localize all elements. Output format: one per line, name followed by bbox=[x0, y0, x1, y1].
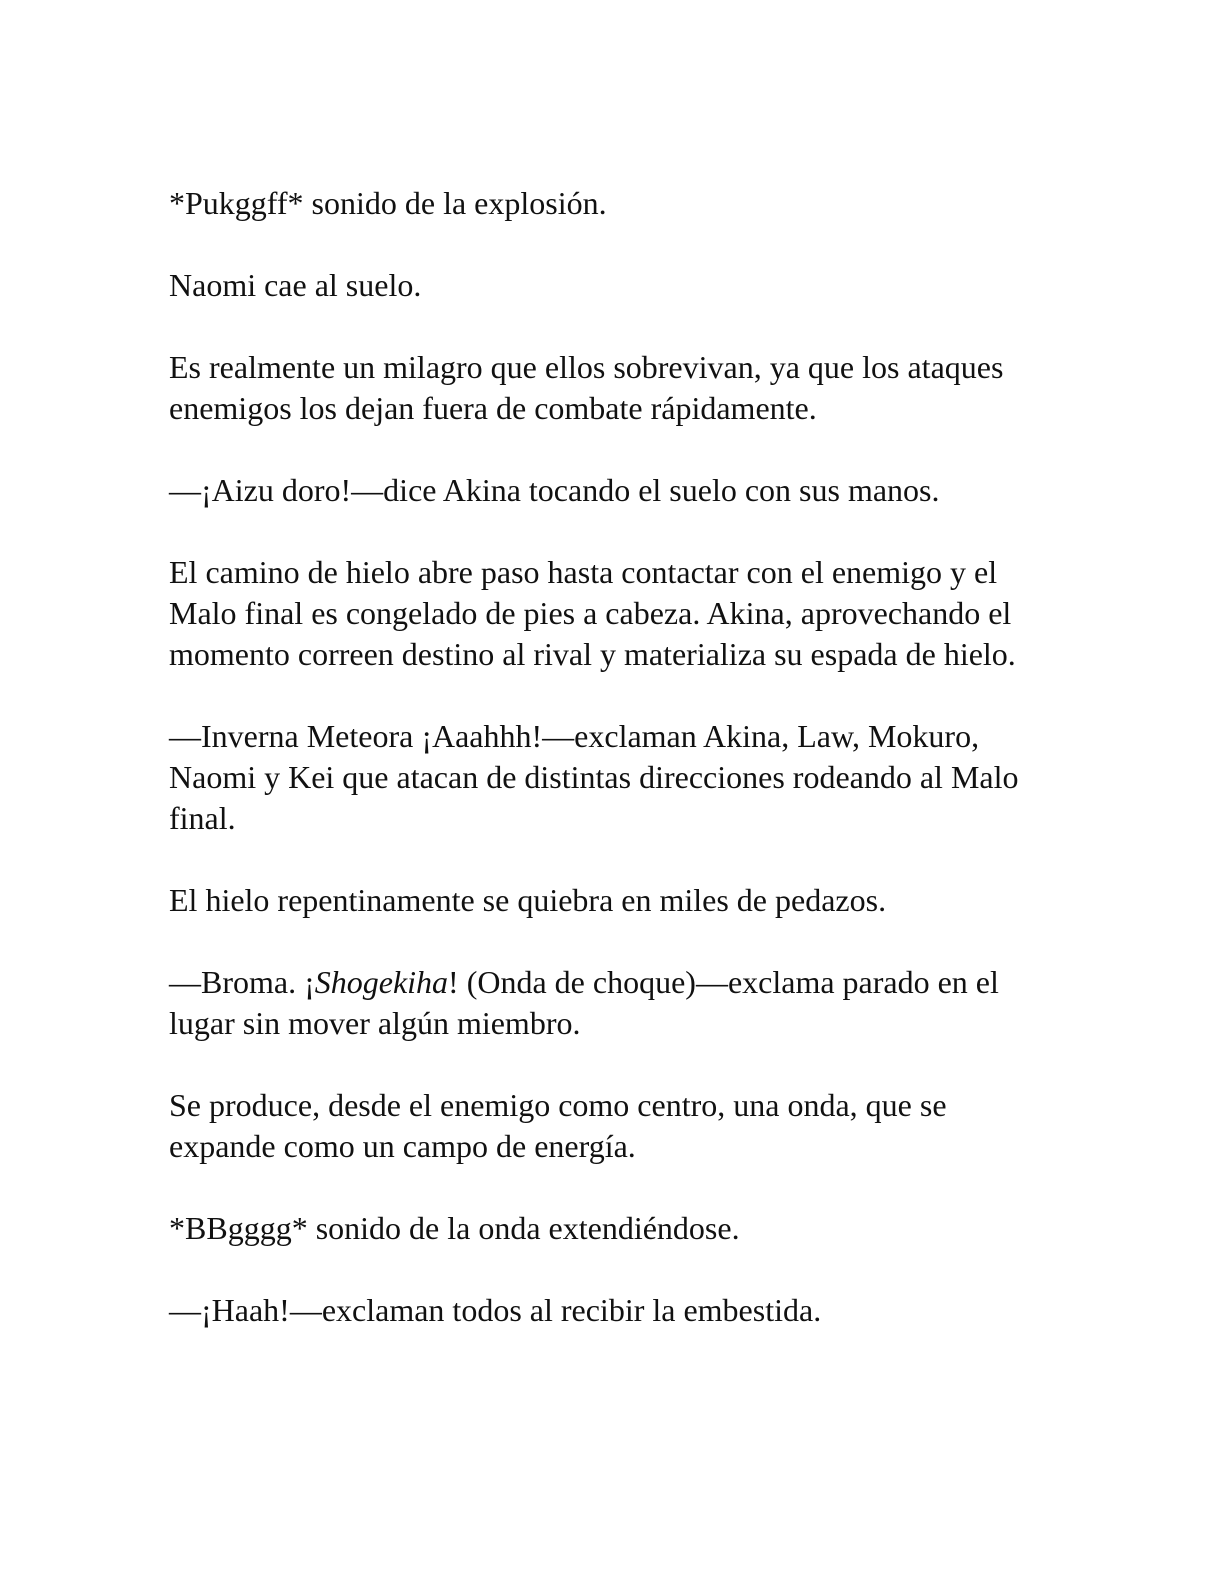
paragraph: El camino de hielo abre paso hasta contactar con el enemigo y el Malo final es congelado de pies a cabeza. Akina, aprovechando el momento correen destino al rival y materializa su espada de hielo. bbox=[169, 554, 1016, 672]
paragraph: El hielo repentinamente se quiebra en miles de pedazos. bbox=[169, 882, 887, 918]
paragraph-text: —Broma. ¡ bbox=[169, 964, 315, 1000]
paragraph: —¡Aizu doro!—dice Akina tocando el suelo con sus manos. bbox=[169, 472, 940, 508]
paragraph: *Pukggff* sonido de la explosión. bbox=[169, 185, 607, 221]
paragraph: Se produce, desde el enemigo como centro, una onda, que se expande como un campo de energía. bbox=[169, 1087, 947, 1164]
paragraph: *BBgggg* sonido de la onda extendiéndose. bbox=[169, 1210, 740, 1246]
paragraph: —Inverna Meteora ¡Aaahhh!—exclaman Akina, Law, Mokuro, Naomi y Kei que atacan de distintas direcciones rodeando al Malo final. bbox=[169, 718, 1019, 836]
paragraph: —¡Haah!—exclaman todos al recibir la embestida. bbox=[169, 1292, 822, 1328]
paragraph bbox=[169, 962, 1049, 1044]
italic-term: Shogekiha bbox=[314, 964, 449, 1000]
paragraph: Es realmente un milagro que ellos sobrevivan, ya que los ataques enemigos los dejan fuera de combate rápidamente. bbox=[169, 349, 1004, 426]
body-text bbox=[169, 183, 1049, 1372]
paragraph-text: ! (Onda de choque)—exclama parado en el lugar sin mover algún miembro. bbox=[169, 964, 999, 1041]
paragraph: Naomi cae al suelo. bbox=[169, 267, 422, 303]
